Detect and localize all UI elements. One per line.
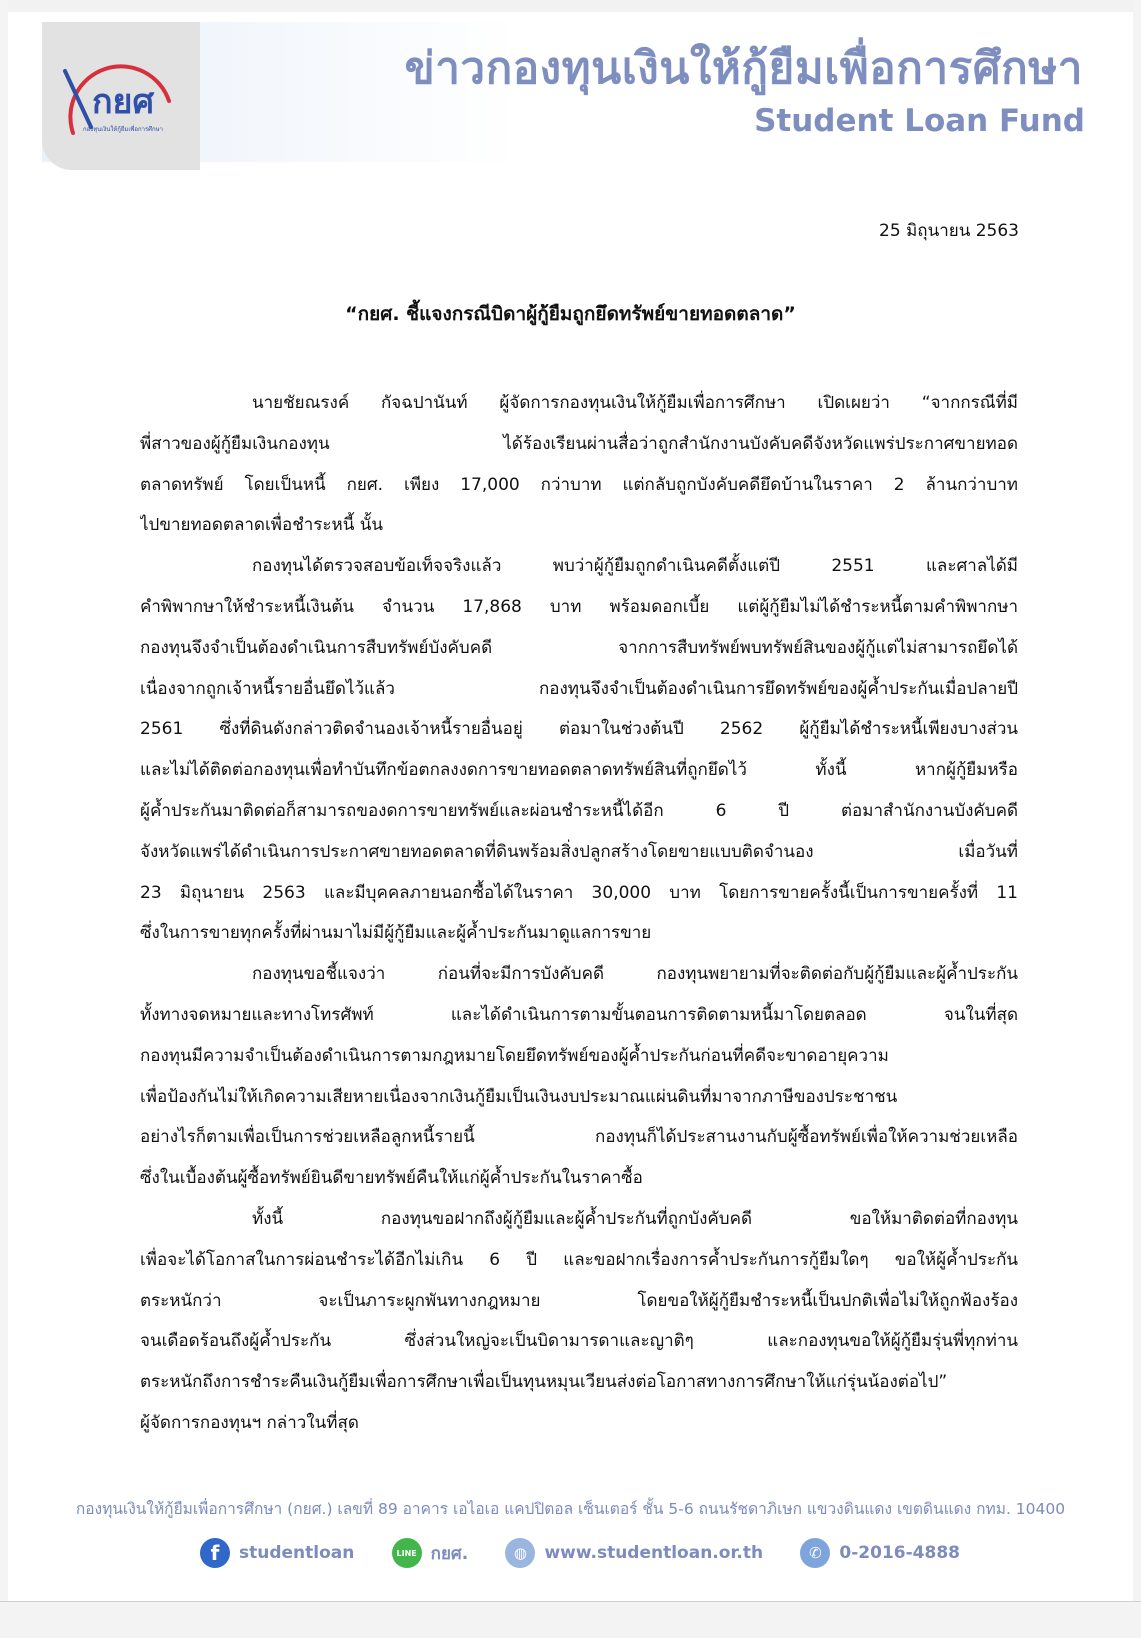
paragraph-2 [140,546,1018,954]
body-line: ตระหนักว่า จะเป็นภาระผูกพันทางกฎหมาย โดยขอให้ผู้กู้ยืมชำระหนี้เป็นปกติเพื่อไม่ให้ถูกฟ้องร้อง [140,1290,1018,1311]
right-frame-strip [1133,0,1141,1638]
body-line: ไปขายทอดตลาดเพื่อชำระหนี้ นั้น [140,515,384,536]
body-line: นายชัยณรงค์ กัจฉปานันท์ ผู้จัดการกองทุนเงินให้กู้ยืมเพื่อการศึกษา เปิดเผยว่า “จากกรณีที่มี [252,393,1018,413]
press-headline: “กยศ. ชี้แจงกรณีบิดาผู้กู้ยืมถูกยึดทรัพย์ขายทอดตลาด” [345,303,796,325]
body-line: ผู้ค้ำประกันมาติดต่อก็สามารถของดการขายทรัพย์และผ่อนชำระหนี้ได้อีก 6 ปี ต่อมาสำนักงานบังคับคดี [140,800,1018,821]
body-line: ผู้จัดการกองทุนฯ กล่าวในที่สุด [140,1412,359,1433]
release-date: 25 มิถุนายน 2563 [879,221,1019,241]
top-frame-strip [0,0,1141,12]
body-line: ซึ่งในเบื้องต้นผู้ซื้อทรัพย์ยินดีขายทรัพย์คืนให้แก่ผู้ค้ำประกันในราคาซื้อ [140,1168,643,1189]
header-title-thai: ข่าวกองทุนเงินให้กู้ยืมเพื่อการศึกษา [404,43,1083,94]
body-line: กองทุนจึงจำเป็นต้องดำเนินการสืบทรัพย์บังคับคดี จากการสืบทรัพย์พบทรัพย์สินของผู้กู้แต่ไม่สามารถยึดได้ [140,637,1018,658]
line-contact[interactable] [392,1538,469,1568]
body-line: อย่างไรก็ตามเพื่อเป็นการช่วยเหลือลูกหนี้รายนี้ กองทุนก็ได้ประสานงานกับผู้ซื้อทรัพย์เพื่อให้ความช่วยเหลือ [140,1127,1018,1148]
body-line: เนื่องจากถูกเจ้าหนี้รายอื่นยึดไว้แล้ว กองทุนจึงจำเป็นต้องดำเนินการยึดทรัพย์ของผู้ค้ำประกันเมื่อปลายปี [140,678,1018,699]
logo-caption: กองทุนเงินให้กู้ยืมเพื่อการศึกษา [83,126,163,133]
body-line: 2561 ซึ่งที่ดินดังกล่าวติดจำนองเจ้าหนี้รายอื่นอยู่ ต่อมาในช่วงต้นปี 2562 ผู้กู้ยืมได้ชำระหนี้เพียงบางส่วน [140,719,1018,740]
left-frame-strip [0,0,8,1638]
body-line: เพื่อป้องกันไม่ให้เกิดความเสียหายเนื่องจากเงินกู้ยืมเป็นเงินงบประมาณแผ่นดินที่มาจากภาษีของประชาชน [140,1086,898,1107]
body-line: เพื่อจะได้โอกาสในการผ่อนชำระได้อีกไม่เกิน 6 ปี และขอฝากเรื่องการค้ำประกันการกู้ยืมใดๆ ขอให้ผู้ค้ำประกัน [140,1249,1018,1270]
footer-contacts [200,1536,960,1570]
phone-icon: ✆ [800,1538,830,1568]
body-line: พี่สาวของผู้กู้ยืมเงินกองทุน ได้ร้องเรียนผ่านสื่อว่าถูกสำนักงานบังคับคดีจังหวัดแพร่ประกาศขายทอด [140,433,1018,454]
header-title-english: Student Loan Fund [754,103,1085,139]
body-line: ทั้งทางจดหมายและทางโทรศัพท์ และได้ดำเนินการตามขั้นตอนการติดตามหนี้มาโดยตลอด จนในที่สุด [140,1004,1018,1025]
body-line: คำพิพากษาให้ชำระหนี้เงินต้น จำนวน 17,868 บาท พร้อมดอกเบี้ย แต่ผู้กู้ยืมไม่ได้ชำระหนี้ตามคำพิพากษา [140,596,1018,617]
line-handle: กยศ. [430,1543,469,1564]
line-icon: LINE [392,1538,422,1568]
fund-logo-icon [51,41,191,151]
globe-icon: ◍ [505,1538,535,1568]
body-line: ซึ่งในการขายทุกครั้งที่ผ่านมาไม่มีผู้กู้ยืมและผู้ค้ำประกันมาดูแลการขาย [140,923,652,944]
press-body [140,383,1018,1444]
body-line: ทั้งนี้ กองทุนขอฝากถึงผู้กู้ยืมและผู้ค้ำประกันที่ถูกบังคับคดี ขอให้มาติดต่อที่กองทุน [252,1208,1018,1229]
paragraph-4 [140,1199,1018,1444]
body-line: จนเดือดร้อนถึงผู้ค้ำประกัน ซึ่งส่วนใหญ่จะเป็นบิดามารดาและญาติๆ และกองทุนขอให้ผู้กู้ยืมรุ่นพี่ทุกท่าน [140,1331,1018,1352]
body-line: ตลาดทรัพย์ โดยเป็นหนี้ กยศ. เพียง 17,000 กว่าบาท แต่กลับถูกบังคับคดียึดบ้านในราคา 2 ล้านกว่าบาท [140,474,1018,495]
body-line: กองทุนมีความจำเป็นต้องดำเนินการตามกฎหมายโดยยึดทรัพย์ของผู้ค้ำประกันก่อนที่คดีจะขาดอายุความ [140,1045,889,1066]
phone-number: 0-2016-4888 [839,1543,960,1563]
facebook-handle: studentloan [239,1543,355,1563]
website-link[interactable] [505,1538,763,1568]
facebook-icon: f [200,1538,230,1568]
logo-wordmark: กยศ [91,82,155,122]
body-line: ตระหนักถึงการชำระคืนเงินกู้ยืมเพื่อการศึกษาเพื่อเป็นทุนหมุนเวียนส่งต่อโอกาสทางการศึกษาให้แก่รุ่นน้องต่อไป” [140,1372,948,1393]
body-line: กองทุนได้ตรวจสอบข้อเท็จจริงแล้ว พบว่าผู้กู้ยืมถูกดำเนินคดีตั้งแต่ปี 2551 และศาลได้มี [252,556,1018,577]
facebook-contact[interactable] [200,1538,354,1568]
body-line: 23 มิถุนายน 2563 และมีบุคคลภายนอกซื้อได้ในราคา 30,000 บาท โดยการขายครั้งนี้เป็นการขายครั้งที่ 11 [140,882,1018,903]
body-line: จังหวัดแพร่ได้ดำเนินการประกาศขายทอดตลาดที่ดินพร้อมสิ่งปลูกสร้างโดยขายแบบติดจำนอง เมื่อวันที่ [140,841,1018,862]
body-line: กองทุนขอชี้แจงว่า ก่อนที่จะมีการบังคับคดี กองทุนพยายามที่จะติดต่อกับผู้กู้ยืมและผู้ค้ำประกัน [252,964,1018,985]
logo-box [42,22,200,170]
body-line: และไม่ได้ติดต่อกองทุนเพื่อทำบันทึกข้อตกลงงดการขายทอดตลาดทรัพย์สินที่ถูกยึดไว้ ทั้งนี้ หากผู้กู้ยืมหรือ [140,760,1018,781]
phone-contact[interactable] [800,1538,960,1568]
bottom-frame-strip [0,1601,1141,1638]
paragraph-1 [140,383,1018,546]
footer-address: กองทุนเงินให้กู้ยืมเพื่อการศึกษา (กยศ.) เลขที่ 89 อาคาร เอไอเอ แคปปิตอล เซ็นเตอร์ ชั้น 5-6 ถนนรัชดาภิเษก แขวงดินแดง เขตดินแดง กทม. 10400 [75,1500,1066,1518]
paragraph-3 [140,954,1018,1199]
website-url: www.studentloan.or.th [544,1543,764,1563]
